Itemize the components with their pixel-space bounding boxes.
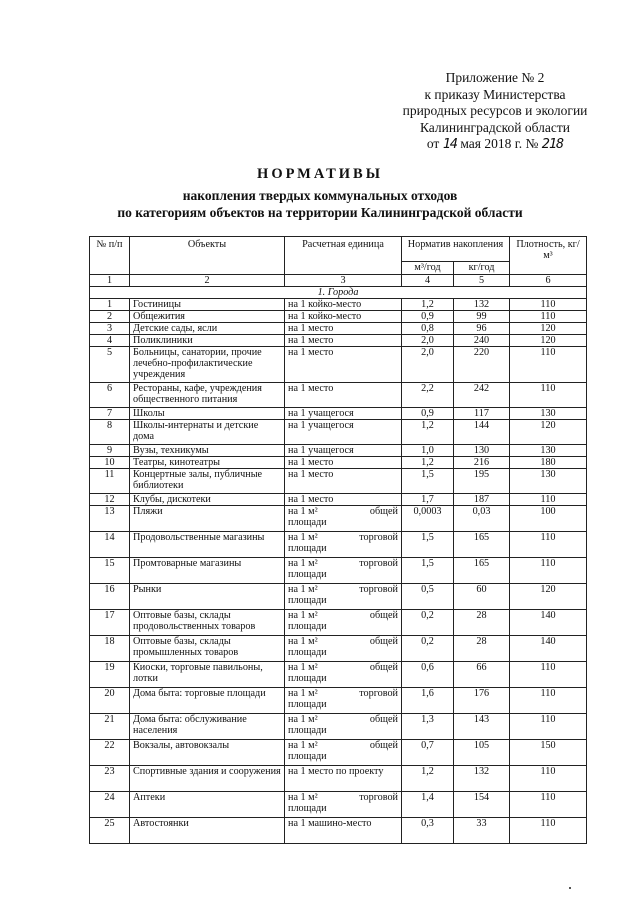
table-row — [90, 335, 587, 347]
norm-m3-value: 1,7 — [402, 494, 454, 506]
object-name: Промтоварные магазины — [130, 558, 285, 584]
norm-m3-value: 0,9 — [402, 311, 454, 323]
unit-per-sqm: на 1 м² — [288, 688, 318, 699]
norm-kg-value: 154 — [454, 792, 510, 818]
density-value: 110 — [510, 532, 587, 558]
norm-kg-value: 60 — [454, 584, 510, 610]
density-value: 140 — [510, 610, 587, 636]
object-name: Продовольственные магазины — [130, 532, 285, 558]
row-number: 4 — [90, 335, 130, 347]
appendix-line-3: природных ресурсов и экологии — [402, 103, 588, 118]
row-number: 22 — [90, 740, 130, 766]
density-value: 110 — [510, 688, 587, 714]
object-name: Театры, кинотеатры — [130, 457, 285, 469]
norm-m3-value: 0,8 — [402, 323, 454, 335]
norm-m3-value: 0,2 — [402, 610, 454, 636]
column-numbers-row — [90, 275, 587, 287]
norm-m3-value: 1,4 — [402, 792, 454, 818]
document-title: НОРМАТИВЫ — [257, 166, 383, 182]
norm-kg-value: 66 — [454, 662, 510, 688]
unit-cell: на 1 учащегося — [285, 445, 402, 457]
table-row — [90, 299, 587, 311]
unit-per-sqm: на 1 м² — [288, 792, 318, 803]
density-value: 130 — [510, 408, 587, 420]
norm-kg-value: 165 — [454, 558, 510, 584]
object-name: Пляжи — [130, 506, 285, 532]
unit-area-type: общей — [369, 714, 398, 725]
column-number-cell: 5 — [454, 275, 510, 287]
appendix-block — [380, 70, 610, 153]
norm-m3-value: 0,0003 — [402, 506, 454, 532]
norm-m3-value: 1,5 — [402, 532, 454, 558]
norm-kg-value: 187 — [454, 494, 510, 506]
row-number: 8 — [90, 420, 130, 445]
row-number: 12 — [90, 494, 130, 506]
unit-cell — [285, 558, 402, 584]
unit-area-type: общей — [369, 506, 398, 517]
column-number-cell: 3 — [285, 275, 402, 287]
column-number-cell: 1 — [90, 275, 130, 287]
row-number: 19 — [90, 662, 130, 688]
object-name: Рынки — [130, 584, 285, 610]
unit-area-type: общей — [369, 610, 398, 621]
unit-cell — [285, 584, 402, 610]
unit-per-sqm: на 1 м² — [288, 662, 318, 673]
norm-kg-value: 216 — [454, 457, 510, 469]
norm-m3-value: 2,0 — [402, 335, 454, 347]
density-value: 110 — [510, 311, 587, 323]
unit-cell: на 1 место — [285, 335, 402, 347]
density-value: 110 — [510, 818, 587, 844]
object-name: Вузы, техникумы — [130, 445, 285, 457]
table-row — [90, 688, 587, 714]
unit-area-word: площади — [288, 699, 327, 710]
row-number: 18 — [90, 636, 130, 662]
unit-area-word: площади — [288, 569, 327, 580]
density-value: 140 — [510, 636, 587, 662]
table-row — [90, 662, 587, 688]
density-value: 110 — [510, 714, 587, 740]
row-number: 3 — [90, 323, 130, 335]
unit-area-type: общей — [369, 636, 398, 647]
row-number: 9 — [90, 445, 130, 457]
norm-kg-value: 143 — [454, 714, 510, 740]
unit-per-sqm: на 1 м² — [288, 714, 318, 725]
unit-area-type: торговой — [359, 532, 398, 543]
row-number: 17 — [90, 610, 130, 636]
object-name: Оптовые базы, склады промышленных товаров — [130, 636, 285, 662]
unit-cell: на 1 учащегося — [285, 408, 402, 420]
table-row — [90, 818, 587, 844]
norm-kg-value: 195 — [454, 469, 510, 494]
appendix-date-line — [380, 136, 610, 153]
norm-kg-value: 242 — [454, 383, 510, 408]
table-row — [90, 714, 587, 740]
density-value: 110 — [510, 662, 587, 688]
header-objects: Объекты — [130, 237, 285, 275]
density-value: 110 — [510, 299, 587, 311]
row-number: 7 — [90, 408, 130, 420]
norm-kg-value: 165 — [454, 532, 510, 558]
unit-cell: на 1 учащегося — [285, 420, 402, 445]
unit-area-word: площади — [288, 673, 327, 684]
row-number: 10 — [90, 457, 130, 469]
table-row — [90, 420, 587, 445]
density-value: 130 — [510, 469, 587, 494]
object-name: Больницы, санатории, прочие лечебно-профилактические учреждения — [130, 347, 285, 383]
norm-m3-value: 1,2 — [402, 420, 454, 445]
object-name: Аптеки — [130, 792, 285, 818]
density-value: 110 — [510, 792, 587, 818]
norm-kg-value: 33 — [454, 818, 510, 844]
object-name: Киоски, торговые павильоны, лотки — [130, 662, 285, 688]
norm-m3-value: 0,2 — [402, 636, 454, 662]
norm-kg-value: 117 — [454, 408, 510, 420]
object-name: Поликлиники — [130, 335, 285, 347]
unit-cell: на 1 место по проекту — [285, 766, 402, 792]
table-row — [90, 469, 587, 494]
density-value: 180 — [510, 457, 587, 469]
appendix-line-1: Приложение № 2 — [445, 70, 545, 85]
table-row — [90, 323, 587, 335]
density-value: 110 — [510, 766, 587, 792]
header-norm-m3: м³/год — [402, 262, 454, 275]
object-name: Школы-интернаты и детские дома — [130, 420, 285, 445]
norm-m3-value: 2,2 — [402, 383, 454, 408]
object-name: Клубы, дискотеки — [130, 494, 285, 506]
table-row — [90, 408, 587, 420]
document-subtitle-2: по категориям объектов на территории Калининградской области — [117, 205, 523, 220]
unit-area-word: площади — [288, 725, 327, 736]
unit-area-word: площади — [288, 803, 327, 814]
density-value: 120 — [510, 323, 587, 335]
date-rest: мая 2018 г. № — [460, 136, 539, 151]
unit-area-word: площади — [288, 647, 327, 658]
object-name: Автостоянки — [130, 818, 285, 844]
order-number-handwritten: 218 — [541, 136, 564, 152]
object-name: Дома быта: обслуживание населения — [130, 714, 285, 740]
norm-m3-value: 2,0 — [402, 347, 454, 383]
header-norm: Норматив накопления — [402, 237, 510, 262]
row-number: 13 — [90, 506, 130, 532]
object-name: Спортивные здания и сооружения — [130, 766, 285, 792]
object-name: Гостиницы — [130, 299, 285, 311]
object-name: Детские сады, ясли — [130, 323, 285, 335]
norm-kg-value: 28 — [454, 636, 510, 662]
density-value: 120 — [510, 584, 587, 610]
density-value: 100 — [510, 506, 587, 532]
norm-m3-value: 0,9 — [402, 408, 454, 420]
unit-cell: на 1 машино-место — [285, 818, 402, 844]
table-row — [90, 532, 587, 558]
density-value: 150 — [510, 740, 587, 766]
norm-m3-value: 0,5 — [402, 584, 454, 610]
norm-m3-value: 1,5 — [402, 469, 454, 494]
norm-kg-value: 132 — [454, 299, 510, 311]
date-day-handwritten: 14 — [442, 136, 457, 152]
appendix-line-4: Калининградской области — [419, 119, 571, 135]
header-density: Плотность, кг/м³ — [510, 237, 587, 275]
norm-kg-value: 99 — [454, 311, 510, 323]
object-name: Школы — [130, 408, 285, 420]
unit-per-sqm: на 1 м² — [288, 610, 318, 621]
table-row — [90, 494, 587, 506]
object-name: Рестораны, кафе, учреждения общественного питания — [130, 383, 285, 408]
unit-cell: на 1 койко-место — [285, 299, 402, 311]
norm-kg-value: 0,03 — [454, 506, 510, 532]
norm-kg-value: 132 — [454, 766, 510, 792]
unit-cell: на 1 койко-место — [285, 311, 402, 323]
norm-m3-value: 1,3 — [402, 714, 454, 740]
row-number: 6 — [90, 383, 130, 408]
unit-cell: на 1 место — [285, 457, 402, 469]
density-value: 110 — [510, 347, 587, 383]
document-subtitle-1: накопления твердых коммунальных отходов — [182, 188, 458, 203]
unit-per-sqm: на 1 м² — [288, 558, 318, 569]
norm-m3-value: 0,6 — [402, 662, 454, 688]
row-number: 25 — [90, 818, 130, 844]
norm-kg-value: 220 — [454, 347, 510, 383]
table-row — [90, 740, 587, 766]
table-row — [90, 636, 587, 662]
norm-m3-value: 1,2 — [402, 299, 454, 311]
unit-area-word: площади — [288, 595, 327, 606]
table-row — [90, 347, 587, 383]
norm-m3-value: 1,0 — [402, 445, 454, 457]
column-number-cell: 4 — [402, 275, 454, 287]
unit-cell — [285, 610, 402, 636]
norm-kg-value: 96 — [454, 323, 510, 335]
norm-kg-value: 240 — [454, 335, 510, 347]
norm-m3-value: 1,6 — [402, 688, 454, 714]
object-name: Общежития — [130, 311, 285, 323]
unit-cell — [285, 532, 402, 558]
row-number: 21 — [90, 714, 130, 740]
density-value: 110 — [510, 494, 587, 506]
unit-area-type: общей — [369, 662, 398, 673]
unit-per-sqm: на 1 м² — [288, 740, 318, 751]
norm-m3-value: 0,3 — [402, 818, 454, 844]
unit-area-type: торговой — [359, 584, 398, 595]
date-prefix: от — [426, 136, 440, 151]
unit-per-sqm: на 1 м² — [288, 636, 318, 647]
column-number-cell: 2 — [130, 275, 285, 287]
unit-cell: на 1 место — [285, 469, 402, 494]
table-row — [90, 610, 587, 636]
column-number-cell: 6 — [510, 275, 587, 287]
table-row — [90, 457, 587, 469]
density-value: 130 — [510, 445, 587, 457]
unit-per-sqm: на 1 м² — [288, 584, 318, 595]
appendix-line-2: к приказу Министерства — [424, 86, 566, 102]
density-value: 120 — [510, 335, 587, 347]
unit-area-type: торговой — [359, 558, 398, 569]
row-number: 14 — [90, 532, 130, 558]
norm-m3-value: 1,2 — [402, 457, 454, 469]
unit-cell: на 1 место — [285, 383, 402, 408]
unit-cell — [285, 688, 402, 714]
unit-area-word: площади — [288, 517, 327, 528]
unit-per-sqm: на 1 м² — [288, 532, 318, 543]
table-row — [90, 792, 587, 818]
norms-table — [89, 236, 587, 844]
table-row — [90, 506, 587, 532]
norm-m3-value: 1,5 — [402, 558, 454, 584]
unit-cell: на 1 место — [285, 347, 402, 383]
table-row — [90, 383, 587, 408]
scan-speck — [569, 887, 571, 889]
row-number: 16 — [90, 584, 130, 610]
unit-cell — [285, 636, 402, 662]
table-row — [90, 584, 587, 610]
density-value: 110 — [510, 383, 587, 408]
object-name: Дома быта: торговые площади — [130, 688, 285, 714]
table-row — [90, 311, 587, 323]
norm-kg-value: 144 — [454, 420, 510, 445]
row-number: 24 — [90, 792, 130, 818]
object-name: Концертные залы, публичные библиотеки — [130, 469, 285, 494]
table-row — [90, 766, 587, 792]
norm-m3-value: 0,7 — [402, 740, 454, 766]
norm-kg-value: 105 — [454, 740, 510, 766]
header-norm-kg: кг/год — [454, 262, 510, 275]
unit-cell: на 1 место — [285, 323, 402, 335]
row-number: 5 — [90, 347, 130, 383]
unit-cell: на 1 место — [285, 494, 402, 506]
unit-area-word: площади — [288, 621, 327, 632]
density-value: 110 — [510, 558, 587, 584]
row-number: 23 — [90, 766, 130, 792]
unit-cell — [285, 506, 402, 532]
header-unit: Расчетная единица — [285, 237, 402, 275]
norm-kg-value: 130 — [454, 445, 510, 457]
object-name: Вокзалы, автовокзалы — [130, 740, 285, 766]
table-row — [90, 445, 587, 457]
unit-area-type: торговой — [359, 792, 398, 803]
section-title: 1. Города — [90, 287, 587, 299]
unit-area-word: площади — [288, 543, 327, 554]
unit-area-word: площади — [288, 751, 327, 762]
row-number: 2 — [90, 311, 130, 323]
unit-cell — [285, 792, 402, 818]
row-number: 1 — [90, 299, 130, 311]
row-number: 15 — [90, 558, 130, 584]
unit-area-type: общей — [369, 740, 398, 751]
norm-kg-value: 176 — [454, 688, 510, 714]
header-num: № п/п — [90, 237, 130, 275]
table-row — [90, 558, 587, 584]
object-name: Оптовые базы, склады продовольственных товаров — [130, 610, 285, 636]
unit-cell — [285, 662, 402, 688]
row-number: 11 — [90, 469, 130, 494]
unit-cell — [285, 740, 402, 766]
density-value: 120 — [510, 420, 587, 445]
norm-kg-value: 28 — [454, 610, 510, 636]
unit-per-sqm: на 1 м² — [288, 506, 318, 517]
norm-m3-value: 1,2 — [402, 766, 454, 792]
row-number: 20 — [90, 688, 130, 714]
unit-area-type: торговой — [359, 688, 398, 699]
unit-cell — [285, 714, 402, 740]
